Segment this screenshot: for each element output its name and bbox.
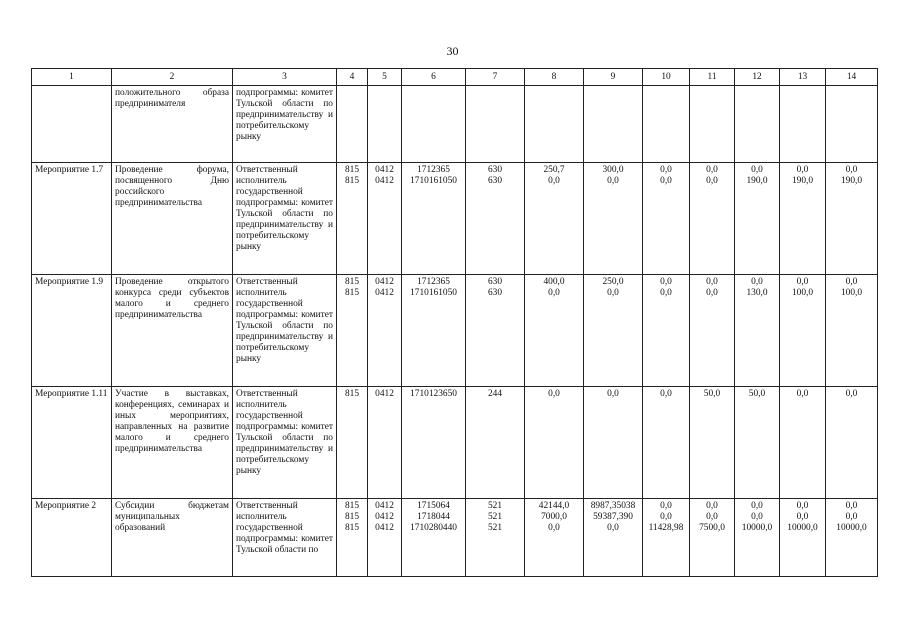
cell-col-9	[584, 86, 643, 163]
column-header-4: 4	[337, 69, 368, 86]
column-header-10: 10	[643, 69, 690, 86]
column-header-1: 1	[32, 69, 112, 86]
cell-col-12: 50,0	[735, 387, 780, 499]
cell-col-2: Проведение открытого конкурса среди субъектов малого и среднего предпринимательства	[112, 275, 233, 387]
cell-col-8: 42144,0 7000,0 0,0	[525, 499, 584, 577]
column-header-12: 12	[735, 69, 780, 86]
cell-col-8	[525, 86, 584, 163]
cell-col-10: 0,0 0,0 11428,98	[643, 499, 690, 577]
budget-table	[31, 68, 878, 577]
cell-col-12	[735, 86, 780, 163]
column-header-8: 8	[525, 69, 584, 86]
cell-col-2: положительного образа предпринимателя	[112, 86, 233, 163]
cell-col-13: 0,0 0,0 10000,0	[780, 499, 826, 577]
cell-col-5: 0412 0412	[368, 275, 402, 387]
cell-col-12: 0,0 190,0	[735, 163, 780, 275]
cell-col-13: 0,0 100,0	[780, 275, 826, 387]
cell-col-1: Мероприятие 1.9	[32, 275, 112, 387]
cell-col-3: Ответственный исполнитель государственной подпрограммы: комитет Тульской области по предпринимательству и потребительскому рынку	[233, 275, 337, 387]
cell-col-7: 244	[466, 387, 525, 499]
table-row	[32, 163, 878, 275]
cell-col-13: 0,0 190,0	[780, 163, 826, 275]
cell-col-8: 400,0 0,0	[525, 275, 584, 387]
column-header-14: 14	[826, 69, 878, 86]
table-row	[32, 387, 878, 499]
cell-col-7: 521 521 521	[466, 499, 525, 577]
cell-col-11: 0,0 0,0 7500,0	[690, 499, 735, 577]
cell-col-9: 250,0 0,0	[584, 275, 643, 387]
cell-col-14	[826, 86, 878, 163]
cell-col-3: Ответственный исполнитель государственной подпрограммы: комитет Тульской области по	[233, 499, 337, 577]
cell-col-4	[337, 86, 368, 163]
column-header-5: 5	[368, 69, 402, 86]
cell-col-1: Мероприятие 2	[32, 499, 112, 577]
cell-col-9: 0,0	[584, 387, 643, 499]
cell-col-12: 0,0 0,0 10000,0	[735, 499, 780, 577]
cell-col-3: подпрограммы: комитет Тульской области по предпринимательству и потребительскому рынку	[233, 86, 337, 163]
table-row	[32, 499, 878, 577]
cell-col-11: 0,0 0,0	[690, 275, 735, 387]
cell-col-4: 815 815 815	[337, 499, 368, 577]
cell-col-7: 630 630	[466, 163, 525, 275]
cell-col-2: Участие в выставках, конференциях, семинарах и иных мероприятиях, направленных на развитие малого и среднего предпринимательства	[112, 387, 233, 499]
cell-col-5: 0412 0412	[368, 163, 402, 275]
cell-col-2: Проведение форума, посвященного Дню российского предпринимательства	[112, 163, 233, 275]
cell-col-6: 1712365 1710161050	[402, 163, 466, 275]
cell-col-12: 0,0 130,0	[735, 275, 780, 387]
cell-col-14: 0,0 190,0	[826, 163, 878, 275]
column-header-3: 3	[233, 69, 337, 86]
cell-col-9: 8987,35038 59387,390 0,0	[584, 499, 643, 577]
cell-col-10: 0,0 0,0	[643, 163, 690, 275]
cell-col-14: 0,0 100,0	[826, 275, 878, 387]
column-header-11: 11	[690, 69, 735, 86]
table-row	[32, 86, 878, 163]
cell-col-11: 0,0 0,0	[690, 163, 735, 275]
header-row	[32, 69, 878, 86]
cell-col-6	[402, 86, 466, 163]
column-header-7: 7	[466, 69, 525, 86]
cell-col-8: 0,0	[525, 387, 584, 499]
column-header-6: 6	[402, 69, 466, 86]
cell-col-2: Субсидии бюджетам муниципальных образований	[112, 499, 233, 577]
cell-col-11: 50,0	[690, 387, 735, 499]
column-header-2: 2	[112, 69, 233, 86]
cell-col-7	[466, 86, 525, 163]
cell-col-10: 0,0 0,0	[643, 275, 690, 387]
cell-col-4: 815	[337, 387, 368, 499]
cell-col-5: 0412 0412 0412	[368, 499, 402, 577]
cell-col-8: 250,7 0,0	[525, 163, 584, 275]
cell-col-10: 0,0	[643, 387, 690, 499]
cell-col-4: 815 815	[337, 163, 368, 275]
cell-col-6: 1710123650	[402, 387, 466, 499]
cell-col-3: Ответственный исполнитель государственной подпрограммы: комитет Тульской области по предпринимательству и потребительскому рынку	[233, 387, 337, 499]
table-row	[32, 275, 878, 387]
cell-col-11	[690, 86, 735, 163]
cell-col-10	[643, 86, 690, 163]
cell-col-3: Ответственный исполнитель государственной подпрограммы: комитет Тульской области по предпринимательству и потребительскому рынку	[233, 163, 337, 275]
cell-col-6: 1715064 1718044 1710280440	[402, 499, 466, 577]
cell-col-1: Мероприятие 1.11	[32, 387, 112, 499]
cell-col-1: Мероприятие 1.7	[32, 163, 112, 275]
cell-col-1	[32, 86, 112, 163]
cell-col-13	[780, 86, 826, 163]
cell-col-13: 0,0	[780, 387, 826, 499]
cell-col-6: 1712365 1710161050	[402, 275, 466, 387]
cell-col-7: 630 630	[466, 275, 525, 387]
page-number: 30	[446, 44, 459, 58]
column-header-9: 9	[584, 69, 643, 86]
cell-col-14: 0,0 0,0 10000,0	[826, 499, 878, 577]
cell-col-14: 0,0	[826, 387, 878, 499]
cell-col-9: 300,0 0,0	[584, 163, 643, 275]
cell-col-5: 0412	[368, 387, 402, 499]
cell-col-5	[368, 86, 402, 163]
column-header-13: 13	[780, 69, 826, 86]
cell-col-4: 815 815	[337, 275, 368, 387]
